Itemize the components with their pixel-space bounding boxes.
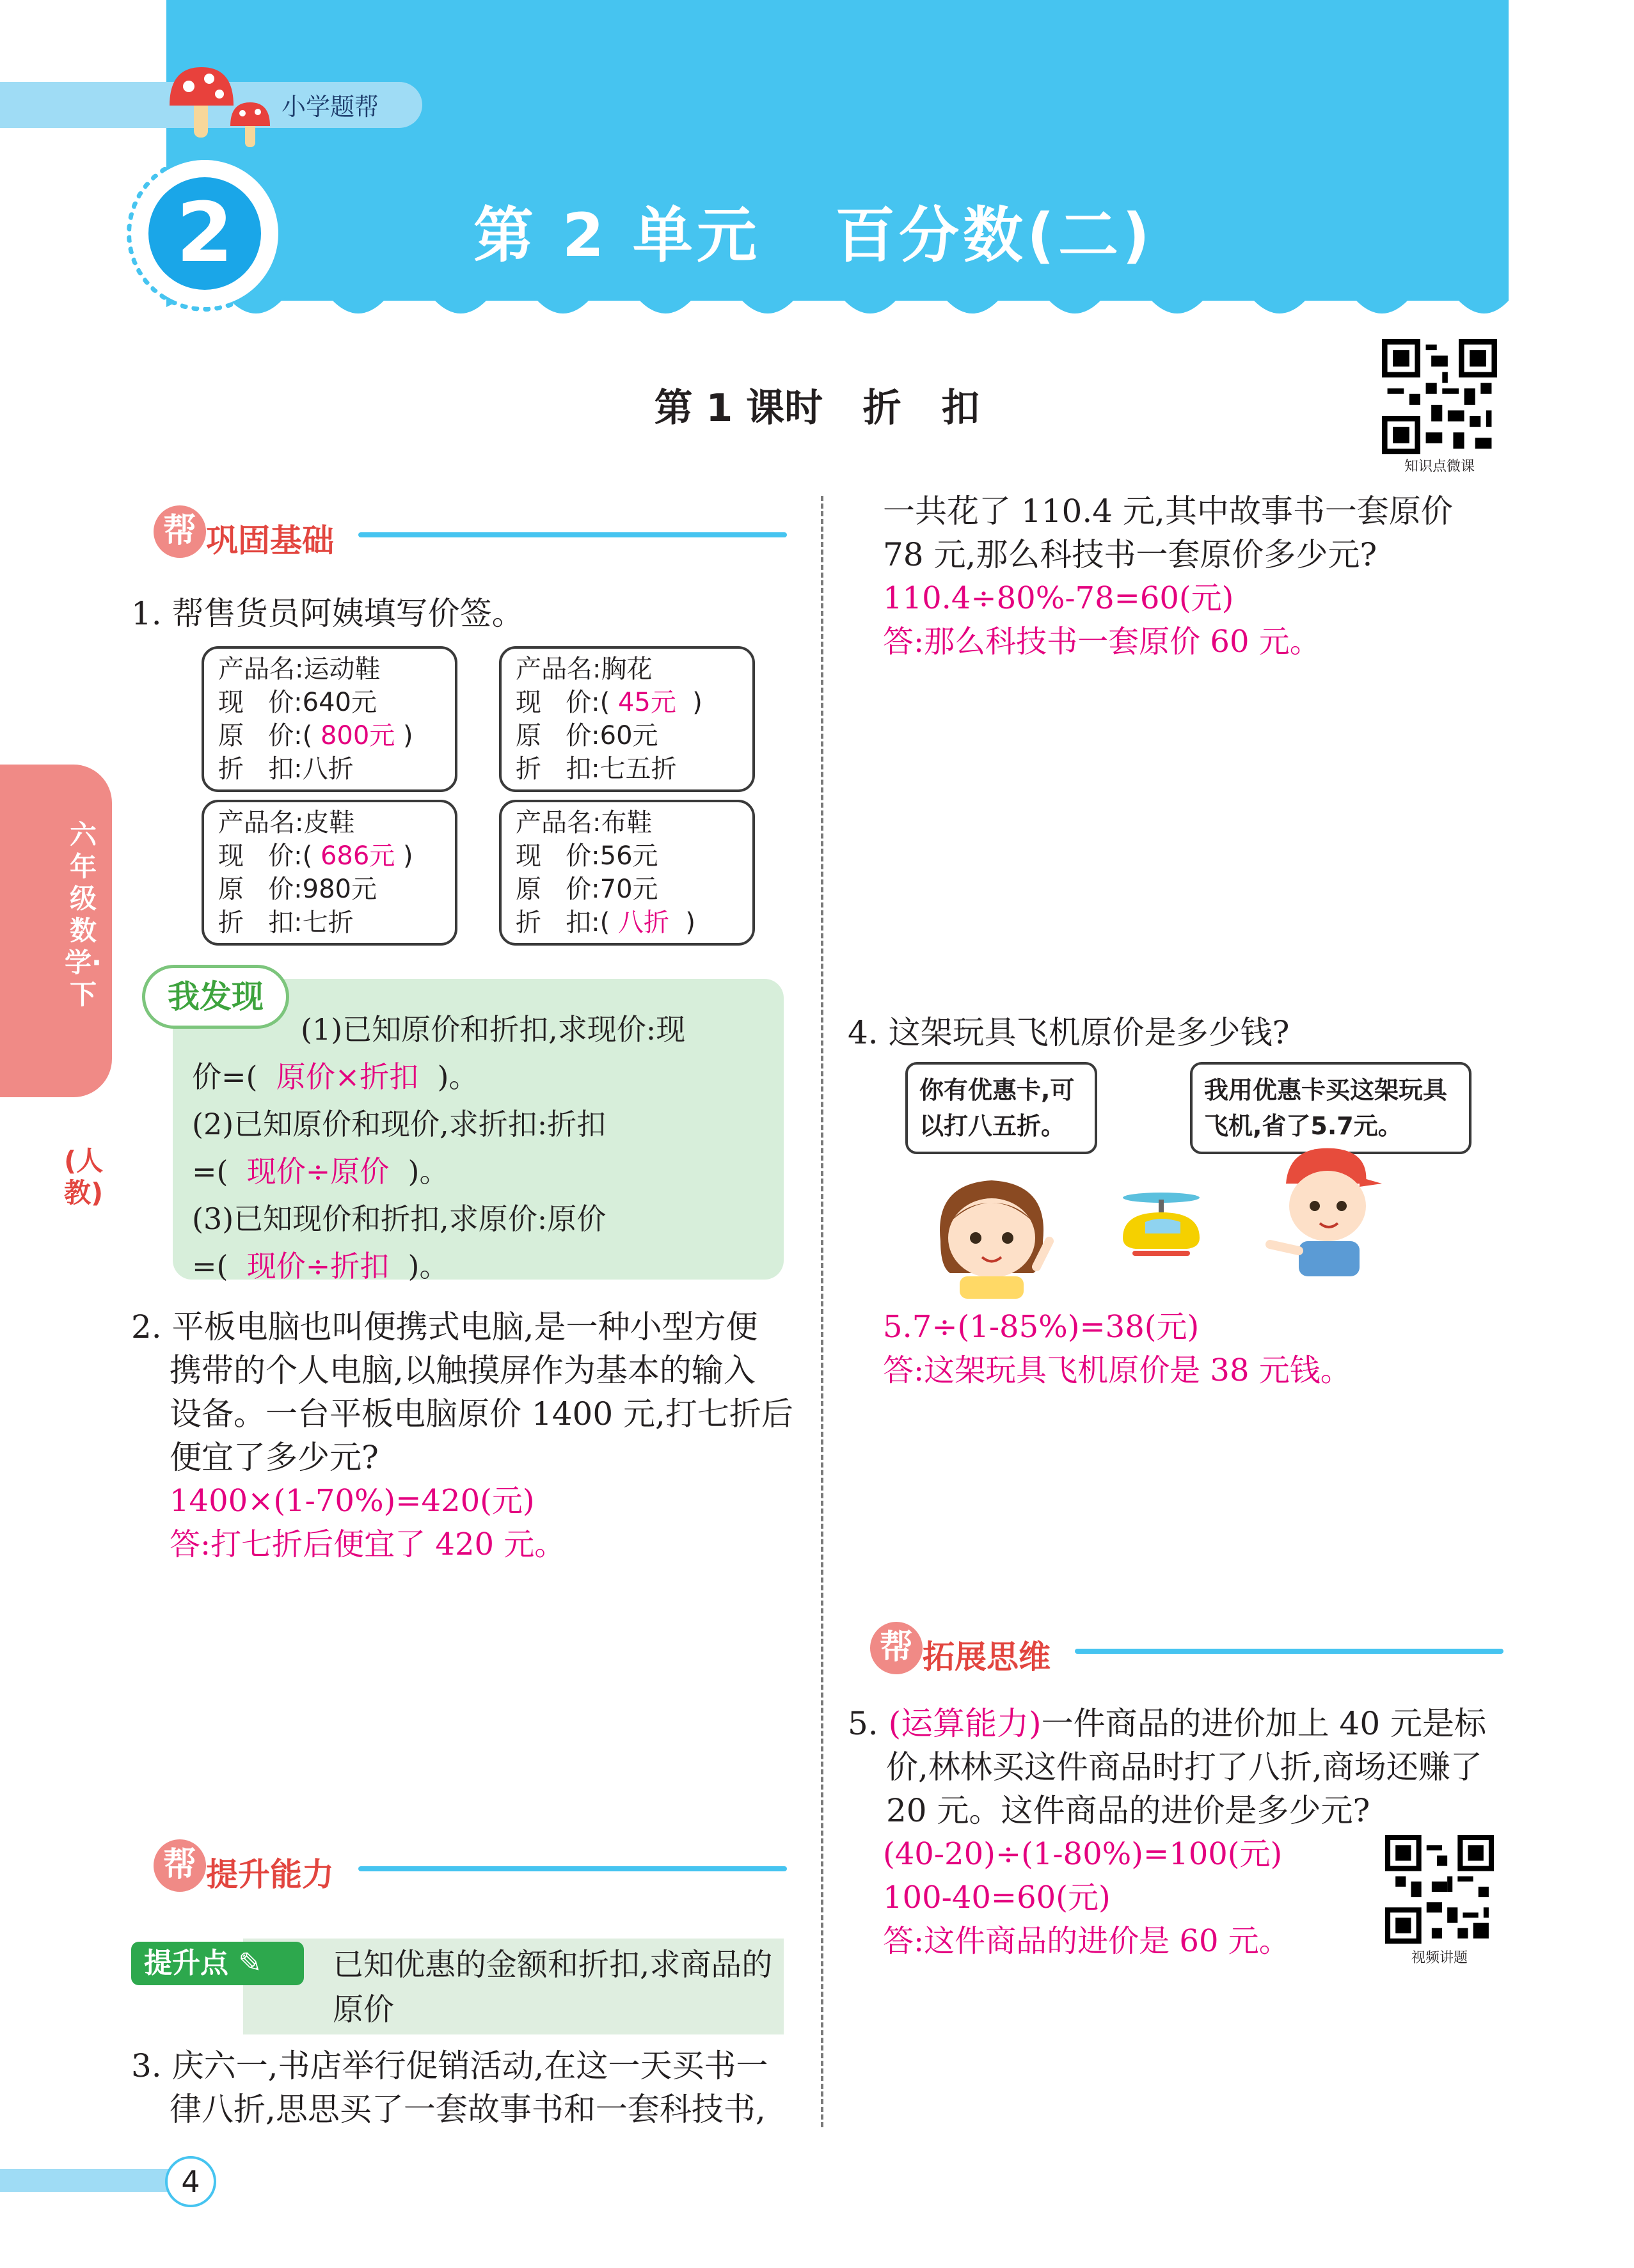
q3-line: 3. 庆六一,书店举行促销活动,在这一天买书一	[131, 2047, 768, 2084]
lesson-title: 第 1 课时 折 扣	[654, 386, 980, 431]
q5-answer-formula: (40-20)÷(1-80%)=100(元)	[883, 1836, 1283, 1872]
q4-answer-formula: 5.7÷(1-85%)=38(元)	[883, 1309, 1200, 1345]
price-tag	[499, 646, 755, 792]
qr-code-icon[interactable]	[1382, 339, 1497, 454]
page-number: 4	[165, 2156, 216, 2207]
q2-line: 设备。一台平板电脑原价 1400 元,打七折后	[170, 1395, 793, 1432]
qr-code-icon[interactable]	[1385, 1835, 1494, 1944]
discovery-answer: 原价×折扣	[276, 1059, 419, 1094]
tag-now-label: 现 价:	[218, 688, 303, 717]
price-tag	[499, 800, 755, 946]
boy-illustration-icon	[1264, 1139, 1385, 1280]
discovery-answer: 现价÷原价	[246, 1154, 390, 1189]
discovery-line: (1)已知原价和折扣,求现价:现	[301, 1012, 686, 1047]
tag-disc-label: 折 扣:	[218, 908, 303, 937]
tag-orig-label: 原 价:	[516, 875, 600, 904]
discovery-text: =(	[192, 1249, 247, 1283]
q3-line: 律八折,思思买了一套故事书和一套科技书,	[170, 2091, 766, 2128]
section-title-basic: 巩固基础	[206, 522, 334, 559]
q3-answer-text: 答:那么科技书一套原价 60 元。	[883, 624, 1321, 660]
brand-name: 小学题帮	[282, 93, 379, 121]
tag-orig-answer: 800元	[320, 721, 395, 750]
q4-answer-text: 答:这架玩具飞机原价是 38 元钱。	[883, 1352, 1351, 1388]
q2-line: 便宜了多少元?	[170, 1439, 379, 1476]
tag-now-label: 现 价:(	[516, 688, 618, 717]
discovery-answer: 现价÷折扣	[246, 1249, 390, 1283]
tag-disc-answer: 八折	[617, 908, 669, 937]
pencil-icon: ✎	[238, 1947, 262, 1979]
discovery-line: (3)已知现价和折扣,求原价:原价	[192, 1201, 607, 1236]
q5-answer-text: 答:这件商品的进价是 60 元。	[883, 1923, 1290, 1959]
q2-line: 携带的个人电脑,以触摸屏作为基本的输入	[170, 1352, 756, 1389]
tag-orig-label: 原 价:	[218, 875, 303, 904]
tag-disc-label: 折 扣:	[516, 754, 600, 784]
tag-now-end: )	[395, 841, 413, 871]
q5-number: 5.	[848, 1705, 889, 1742]
tag-now-label: 现 价:(	[218, 841, 321, 871]
q5-skill-tag: (运算能力)	[888, 1705, 1042, 1742]
tag-orig: 60元	[599, 721, 658, 750]
tag-disc-label: 折 扣:(	[516, 908, 618, 937]
tip-badge-label: 提升点	[144, 1947, 228, 1979]
discovery-line	[192, 1242, 448, 1290]
price-tag	[202, 800, 457, 946]
qr-caption-video: 视频讲题	[1411, 1950, 1468, 1966]
q2-answer-text: 答:打七折后便宜了 420 元。	[170, 1527, 566, 1562]
discovery-line	[192, 1148, 448, 1195]
price-tag	[202, 646, 457, 792]
q3-line: 一共花了 110.4 元,其中故事书一套原价	[883, 493, 1453, 530]
q5-answer-formula: 100-40=60(元)	[883, 1880, 1111, 1915]
footer-strip	[0, 2169, 186, 2192]
tag-now: 56元	[599, 841, 658, 871]
tag-name: 产品名:皮鞋	[218, 808, 355, 837]
section-title-improve: 提升能力	[206, 1856, 334, 1893]
tag-disc-label: 折 扣:	[218, 754, 303, 784]
q4-prompt: 4. 这架玩具飞机原价是多少钱?	[848, 1014, 1290, 1051]
banner-wave	[166, 282, 1509, 326]
toy-airplane-icon	[1110, 1190, 1212, 1260]
tag-disc-end: )	[669, 908, 695, 937]
discovery-text: 价=(	[192, 1059, 276, 1094]
tag-now-answer: 686元	[320, 841, 395, 871]
tag-name: 产品名:布鞋	[516, 808, 653, 837]
q5-line: 20 元。这件商品的进价是多少元?	[886, 1792, 1370, 1829]
discovery-line: (2)已知原价和现价,求折扣:折扣	[192, 1107, 607, 1141]
section-line-basic	[358, 532, 787, 537]
q5-text: 一件商品的进价加上 40 元是标	[1041, 1705, 1487, 1742]
q2-line: 2. 平板电脑也叫便携式电脑,是一种小型方便	[131, 1308, 758, 1345]
discovery-line	[192, 1053, 478, 1100]
tag-now-answer: 45元	[617, 688, 676, 717]
speech-bubble-boy: 我用优惠卡买这架玩具飞机,省了5.7元。	[1190, 1062, 1471, 1154]
side-tab-edition: (人教)	[64, 1145, 104, 1209]
tag-now: 640元	[302, 688, 377, 717]
q3-line: 78 元,那么科技书一套原价多少元?	[883, 536, 1377, 573]
section-line-improve	[358, 1866, 787, 1871]
side-tab-grade: 六年级数学·下	[65, 819, 102, 1010]
speech-bubble-girl: 你有优惠卡,可以打八五折。	[905, 1062, 1097, 1154]
tag-orig-end: )	[395, 721, 413, 750]
section-badge-basic: 帮	[154, 505, 206, 558]
tag-now-label: 现 价:	[516, 841, 600, 871]
tip-badge	[131, 1942, 304, 1985]
section-badge-extend: 帮	[870, 1622, 923, 1674]
tag-disc: 七折	[302, 908, 354, 937]
tag-orig-label: 原 价:	[516, 721, 600, 750]
mushroom-logo-icon	[163, 61, 278, 150]
girl-illustration-icon	[921, 1171, 1068, 1299]
discovery-text: =(	[192, 1154, 247, 1189]
section-title-extend: 拓展思维	[923, 1638, 1051, 1676]
tag-orig: 980元	[302, 875, 377, 904]
tag-orig: 70元	[599, 875, 658, 904]
unit-title: 第 2 单元 百分数(二)	[473, 201, 1154, 271]
discovery-text: )。	[418, 1059, 479, 1094]
tag-name: 产品名:运动鞋	[218, 654, 381, 684]
tag-disc: 八折	[302, 754, 354, 784]
column-divider	[821, 496, 823, 2127]
section-line-extend	[1075, 1649, 1503, 1654]
q3-answer-formula: 110.4÷80%-78=60(元)	[883, 580, 1234, 616]
tag-name: 产品名:胸花	[516, 654, 653, 684]
q5-line: 价,林林买这件商品时打了八折,商场还赚了	[886, 1749, 1482, 1786]
unit-number: 2	[176, 186, 234, 281]
section-badge-improve: 帮	[154, 1839, 206, 1892]
discovery-text: )。	[389, 1154, 449, 1189]
qr-caption-micro-lesson: 知识点微课	[1404, 459, 1475, 475]
discovery-badge: 我发现	[142, 965, 289, 1029]
tag-now-end: )	[676, 688, 702, 717]
q1-prompt: 1. 帮售货员阿姨填写价签。	[131, 595, 524, 632]
discovery-text: )。	[389, 1249, 449, 1283]
q5-line	[848, 1702, 1486, 1745]
q2-answer-formula: 1400×(1-70%)=420(元)	[170, 1483, 535, 1519]
tag-disc: 七五折	[599, 754, 677, 784]
tip-text: 已知优惠的金额和折扣,求商品的原价	[333, 1947, 773, 2027]
tag-orig-label: 原 价:(	[218, 721, 321, 750]
